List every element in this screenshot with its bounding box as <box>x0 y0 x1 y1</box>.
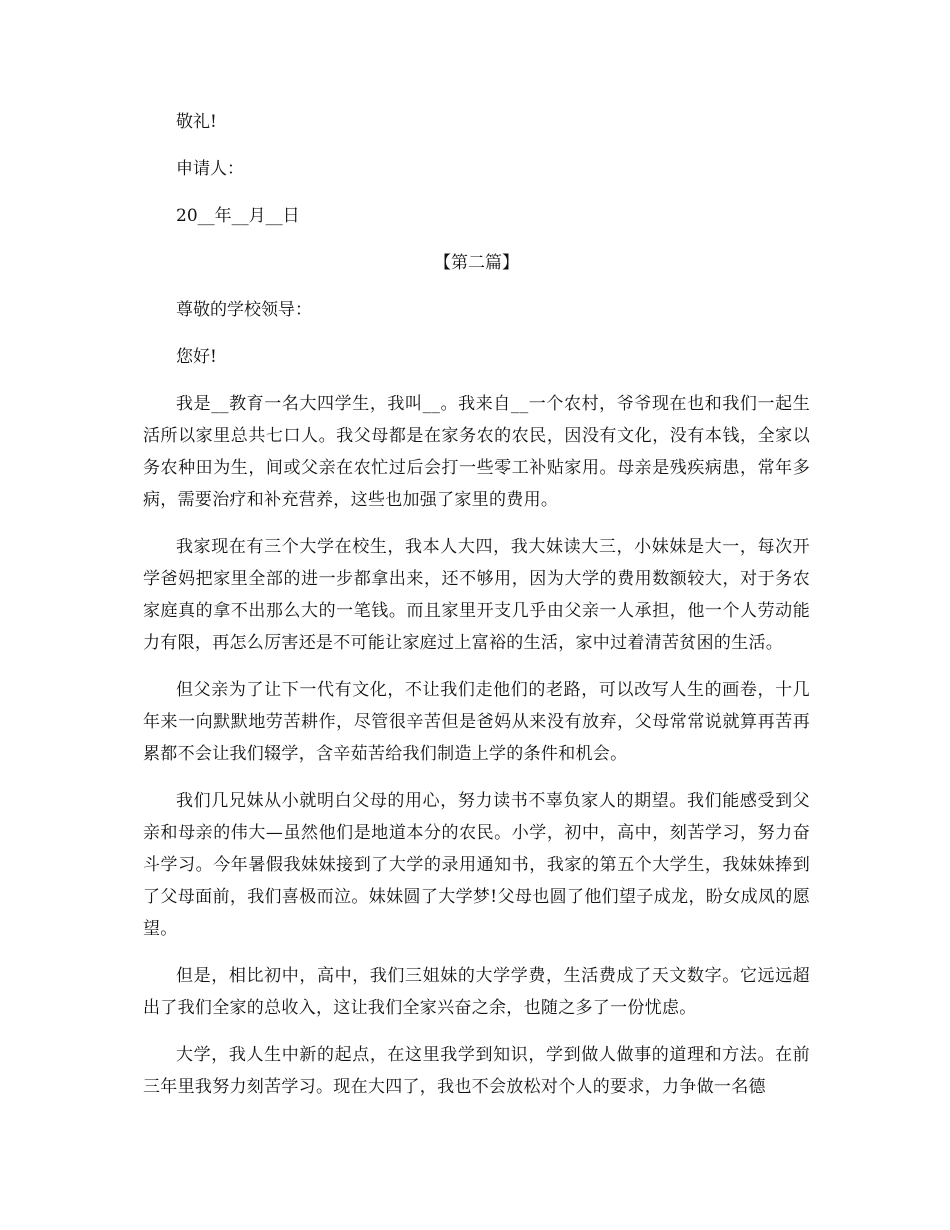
body-paragraph-5: 但是，相比初中，高中，我们三姐妹的大学学费，生活费成了天文数字。它远远超出了我们全家的总收入，这让我们全家兴奋之余，也随之多了一份忧虑。 <box>143 966 810 1018</box>
body-paragraph-4: 我们几兄妹从小就明白父母的用心，努力读书不辜负家人的期望。我们能感受到父亲和母亲的伟大—虽然他们是地道本分的农民。小学，初中，高中，刻苦学习，努力奋斗学习。今年暑假我妹妹接到了大学的录用通知书，我家的第五个大学生，我妹妹捧到了父母面前，我们喜极而泣。妹妹圆了大学梦!父母也圆了他们望子成龙，盼女成凤的愿望。 <box>143 791 810 939</box>
body-paragraph-6: 大学，我人生中新的起点，在这里我学到知识，学到做人做事的道理和方法。在前三年里我努力刻苦学习。现在大四了，我也不会放松对个人的要求，力争做一名德 <box>143 1045 810 1097</box>
letter-hello: 您好! <box>176 347 217 367</box>
letter-greeting: 尊敬的学校领导： <box>176 300 312 320</box>
body-paragraph-2: 我家现在有三个大学在校生，我本人大四，我大妹读大三，小妹妹是大一，每次开学爸妈把家里全部的进一步都拿出来，还不够用，因为大学的费用数额较大，对于务农家庭真的拿不出那么大的一笔钱。而且家里开支几乎由父亲一人承担，他一个人劳动能力有限，再怎么厉害还是不可能让家庭过上富裕的生活，家中过着清苦贫困的生活。 <box>143 537 810 653</box>
closing-salutation: 敬礼! <box>176 112 217 132</box>
section-title: 【第二篇】 <box>434 253 519 273</box>
body-paragraph-1: 我是__教育一名大四学生，我叫__。我来自__一个农村，爷爷现在也和我们一起生活所以家里总共七口人。我父母都是在家务农的农民，因没有文化，没有本钱，全家以务农种田为生，间或父亲在农忙过后会打一些零工补贴家用。母亲是残疾病患，常年多病，需要治疗和补充营养，这些也加强了家里的费用。 <box>143 394 810 510</box>
body-paragraph-3: 但父亲为了让下一代有文化，不让我们走他们的老路，可以改写人生的画卷，十几年来一向默默地劳苦耕作，尽管很辛苦但是爸妈从来没有放弃，父母常常说就算再苦再累都不会让我们辍学，含辛茹苦给我们制造上学的条件和机会。 <box>143 680 810 764</box>
applicant-label: 申请人： <box>176 159 244 179</box>
document-page <box>143 106 810 1118</box>
date-line: 20__年__月__日 <box>176 206 300 226</box>
